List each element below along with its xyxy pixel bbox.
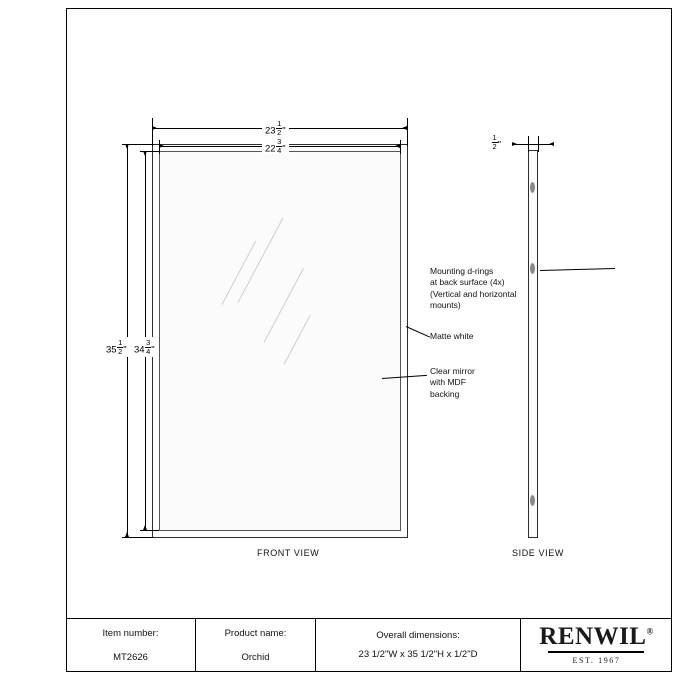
brand-logo [539, 624, 653, 667]
brand-established: EST. 1967 [572, 656, 621, 666]
arrow-head [512, 142, 517, 146]
extension-line-bottom-outer-height [122, 537, 154, 538]
brand-divider [548, 651, 644, 653]
title-block-item-number [66, 619, 196, 672]
callout-glass: Clear mirror with MDF backing [430, 366, 475, 399]
dimension-inner-height: 34 $\frac{3}{4}$ " [134, 338, 155, 356]
product-name-value: Orchid [241, 651, 270, 663]
arrow-head [143, 151, 147, 156]
dimension-outer-width: 23 $\frac{1}{2}$ " [262, 120, 289, 136]
arrow-head [152, 126, 157, 130]
title-block-product-name [196, 619, 316, 672]
mirror-side-profile [528, 150, 538, 538]
glass-reflection-line [222, 241, 257, 305]
product-name-label: Product name: [224, 627, 287, 639]
arrow-head [143, 525, 147, 530]
dimension-inner-width: 22 $\frac{3}{4}$ " [262, 138, 289, 154]
overall-dimensions-label: Overall dimensions: [376, 630, 460, 642]
dimension-depth: $\frac{1}{2}$ " [489, 134, 503, 150]
arrow-head [395, 144, 400, 148]
dimension-outer-height: 35 $\frac{1}{2}$ " [106, 338, 127, 356]
title-block-brand [521, 619, 672, 672]
callout-mounting: Mounting d-rings at back surface (4x) (Vertical and horizontal mounts) [430, 266, 517, 311]
title-block [66, 618, 672, 672]
front-view-label: FRONT VIEW [257, 548, 320, 558]
overall-dimensions-value: 23 1/2"W x 35 1/2"H x 1/2"D [358, 649, 478, 660]
side-view-label: SIDE VIEW [512, 548, 564, 558]
arrow-head [125, 144, 129, 149]
mirror-glass [159, 151, 401, 531]
d-ring-bottom [530, 495, 535, 506]
title-block-overall-dimensions [316, 619, 521, 672]
item-number-label: Item number: [102, 627, 159, 639]
mirror-front-frame [152, 144, 408, 538]
arrow-head [402, 126, 407, 130]
arrow-head [125, 532, 129, 537]
extension-line-right-inner-width [400, 140, 401, 154]
item-number-value: MT2626 [113, 651, 148, 663]
extension-line-right-outer-width [407, 118, 408, 146]
glass-reflection-line [284, 315, 311, 365]
arrow-head [159, 144, 164, 148]
extension-line-bottom-inner-height [140, 530, 159, 531]
arrow-head [549, 142, 554, 146]
callout-finish: Matte white [430, 331, 474, 341]
glass-reflection-line [264, 268, 304, 343]
d-ring-top [530, 182, 535, 193]
brand-name: RENWIL® [539, 623, 654, 651]
dimension-line-depth [512, 144, 554, 145]
d-ring-upper-mid [530, 263, 535, 274]
extension-line-left-outer-width [152, 118, 153, 146]
